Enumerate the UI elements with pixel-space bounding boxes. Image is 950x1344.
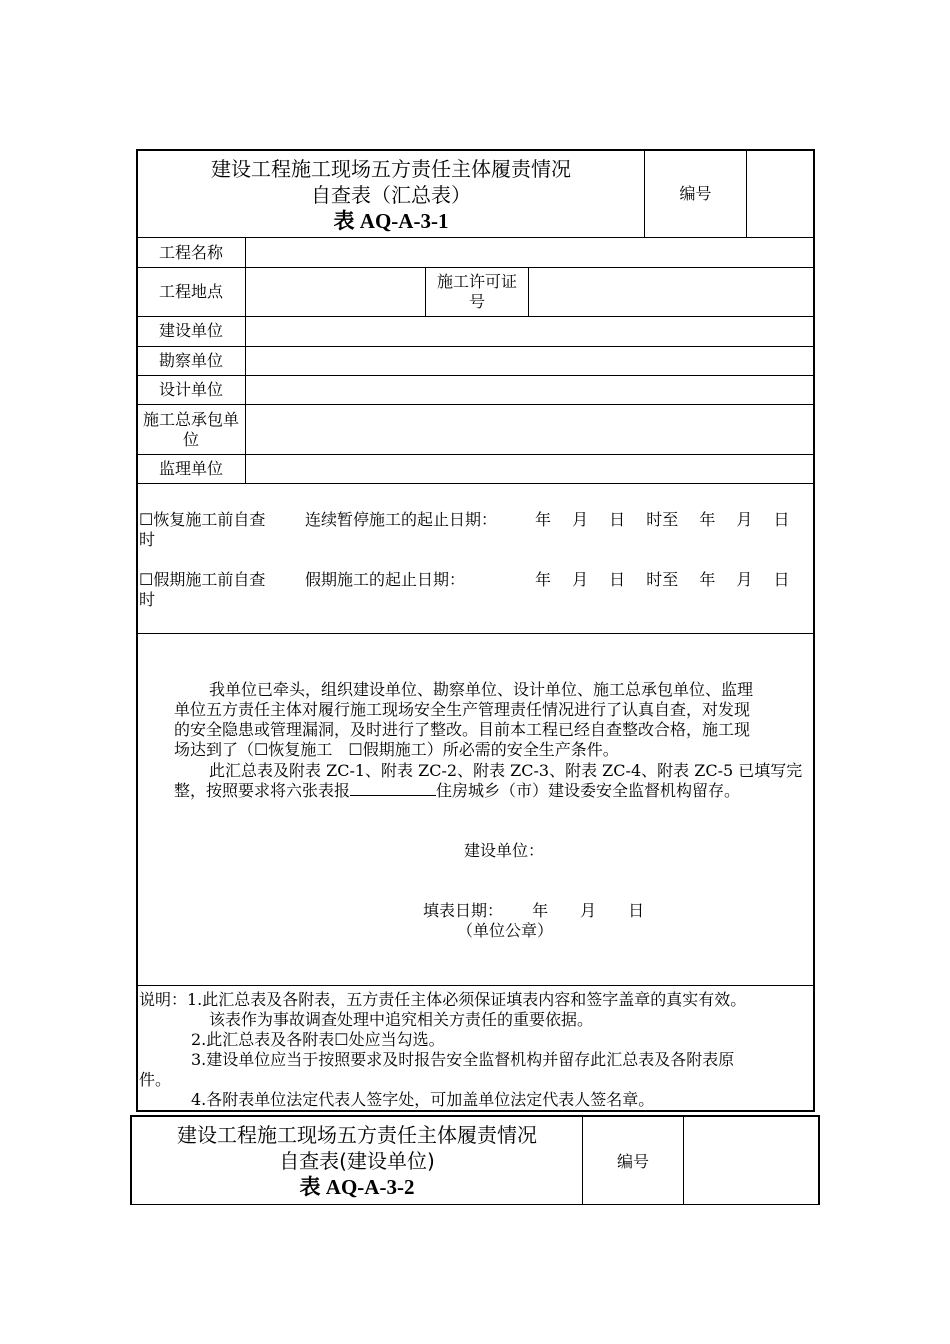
- general-contractor-label-line-1: 施工总承包单: [142, 410, 239, 429]
- project-location-label: 工程地点: [158, 282, 223, 301]
- owner-signature-label: 建设单位：: [464, 841, 545, 860]
- permit-no-label-line-2: 号: [468, 292, 485, 311]
- statement-line: 此汇总表及附表 ZC-1、附表 ZC-2、附表 ZC-3、附表 ZC-4、附表 ZC-5 已填写完: [209, 761, 803, 780]
- divider: [136, 483, 814, 484]
- general-contractor-label-line-2: 位: [182, 430, 199, 449]
- permit-no-field[interactable]: [529, 268, 813, 316]
- design-field[interactable]: [246, 376, 813, 404]
- general-contractor-field[interactable]: [246, 405, 813, 454]
- resume-check-option[interactable]: ☐恢复施工前自查: [139, 510, 266, 529]
- divider: [136, 633, 814, 634]
- owner-label: 建设单位: [158, 321, 223, 340]
- border: [813, 149, 815, 1111]
- permit-no-label: [426, 272, 528, 312]
- statement-line: 单位五方责任主体对履行施工现场安全生产管理责任情况进行了认真自查，对发现: [174, 700, 751, 719]
- project-location-field[interactable]: [246, 268, 425, 316]
- statement-line: [174, 781, 740, 801]
- resume-period-label: 连续暂停施工的起止日期：: [305, 510, 498, 529]
- border: [818, 1115, 820, 1205]
- note-line: 2.此汇总表及各附表☐处应当勾选。: [191, 1030, 445, 1049]
- holiday-check-option[interactable]: ☐假期施工前自查: [139, 570, 266, 589]
- title-line-3: [132, 1174, 582, 1200]
- statement-text: 整，按照要求将六张表报: [174, 781, 351, 800]
- serial-value-cell[interactable]: [747, 150, 813, 237]
- note-line: 3.建设单位应当于按照要求及时报告安全监督机构并留存此汇总表及各附表原: [191, 1050, 735, 1069]
- city-blank[interactable]: [350, 781, 436, 796]
- border: [136, 149, 815, 151]
- owner-field[interactable]: [246, 317, 813, 346]
- title-line-3: [138, 208, 644, 234]
- border: [130, 1204, 820, 1205]
- statement-text: 住房城乡（市）建设委安全监督机构留存。: [436, 781, 741, 800]
- title-line-1: 建设工程施工现场五方责任主体履责情况: [211, 157, 571, 181]
- note-line: 4.各附表单位法定代表人签字处，可加盖单位法定代表人签名章。: [191, 1090, 655, 1109]
- table-title: [132, 1122, 582, 1200]
- note-line: 件。: [139, 1070, 172, 1089]
- note-line: 该表作为事故调查处理中追究相关方责任的重要依据。: [209, 1010, 594, 1029]
- holiday-date-range: 年 月 日 时至 年 月 日: [535, 570, 790, 589]
- title-line-1: 建设工程施工现场五方责任主体履责情况: [177, 1123, 537, 1147]
- resume-check-wrap: 时: [139, 530, 156, 549]
- project-name-field[interactable]: [246, 238, 813, 267]
- statement-line: 我单位已牵头，组织建设单位、勘察单位、设计单位、施工总承包单位、监理: [209, 680, 754, 699]
- statement-line: 场达到了（☐恢复施工 ☐假期施工）所必需的安全生产条件。: [174, 740, 619, 759]
- project-name-label: 工程名称: [158, 243, 223, 262]
- fill-date-label: 填表日期： 年 月 日: [423, 901, 645, 920]
- note-line: 说明：1.此汇总表及各附表，五方责任主体必须保证填表内容和签字盖章的真实有效。: [139, 990, 747, 1009]
- holiday-check-wrap: 时: [139, 590, 156, 609]
- form-code: 表 AQ-A-3-2: [299, 1175, 415, 1199]
- unit-seal-label: （单位公章）: [457, 921, 554, 940]
- divider: [136, 985, 814, 986]
- title-line-2: 自查表(建设单位): [279, 1149, 435, 1173]
- title-line-2: 自查表（汇总表）: [311, 183, 471, 207]
- survey-field[interactable]: [246, 347, 813, 375]
- serial-label: 编号: [616, 1152, 649, 1171]
- permit-no-label-line-1: 施工许可证: [436, 272, 517, 291]
- resume-date-range: 年 月 日 时至 年 月 日: [535, 510, 790, 529]
- table-title: [138, 156, 644, 234]
- holiday-period-label: 假期施工的起止日期：: [305, 570, 466, 589]
- serial-value-cell[interactable]: [684, 1117, 818, 1204]
- supervisor-label: 监理单位: [158, 459, 223, 478]
- serial-label: 编号: [679, 184, 712, 203]
- supervisor-field[interactable]: [246, 455, 813, 483]
- form-code: 表 AQ-A-3-1: [333, 209, 449, 233]
- general-contractor-label: [137, 410, 245, 450]
- survey-label: 勘察单位: [158, 351, 223, 370]
- border: [136, 1110, 815, 1112]
- statement-line: 的安全隐患或管理漏洞，及时进行了整改。目前本工程已经自查整改合格，施工现: [174, 720, 751, 739]
- design-label: 设计单位: [158, 380, 223, 399]
